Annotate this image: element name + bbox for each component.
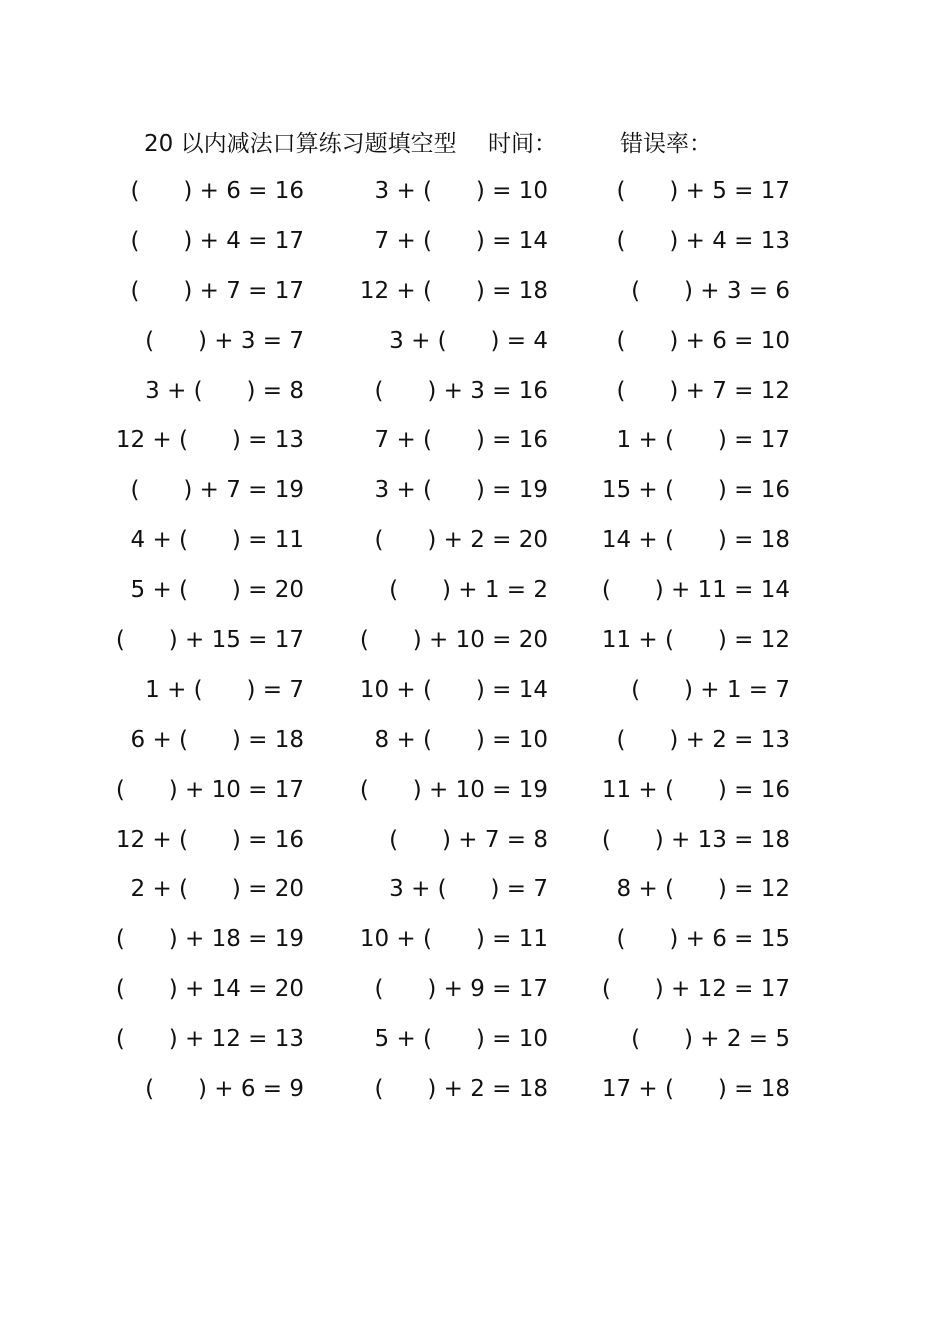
- problem-cell: 5 + ( ) = 20: [130, 577, 304, 604]
- error-rate-label: 错误率：: [620, 131, 712, 157]
- problem-cell: 11 + ( ) = 12: [601, 627, 790, 654]
- problem-cell: ( ) + 2 = 13: [616, 726, 790, 753]
- problem-row: [0, 567, 950, 617]
- problem-cell: ( ) + 7 = 19: [130, 477, 304, 504]
- problem-cell: ( ) + 9 = 17: [374, 976, 548, 1003]
- problem-row: [0, 817, 950, 867]
- problem-cell: 5 + ( ) = 10: [374, 1026, 548, 1053]
- worksheet-title: 20 以内减法口算练习题填空型: [144, 131, 457, 157]
- problem-row: [0, 916, 950, 966]
- problem-row: [0, 368, 950, 418]
- problem-cell: ( ) + 6 = 10: [616, 327, 790, 354]
- problem-cell: ( ) + 2 = 5: [631, 1026, 790, 1053]
- problem-cell: 12 + ( ) = 13: [115, 427, 304, 454]
- problem-cell: ( ) + 6 = 16: [130, 178, 304, 204]
- problem-cell: ( ) + 7 = 12: [616, 377, 790, 404]
- problem-cell: ( ) + 7 = 17: [130, 277, 304, 304]
- problem-cell: ( ) + 12 = 13: [115, 1026, 304, 1053]
- problem-cell: ( ) + 6 = 9: [145, 1076, 304, 1103]
- problem-cell: ( ) + 13 = 18: [601, 826, 790, 853]
- problem-cell: 3 + ( ) = 19: [374, 477, 548, 504]
- problem-cell: 4 + ( ) = 11: [130, 527, 304, 554]
- problem-cell: 3 + ( ) = 10: [374, 178, 548, 204]
- problem-cell: ( ) + 1 = 7: [631, 676, 790, 703]
- problem-cell: 14 + ( ) = 18: [601, 527, 790, 554]
- problem-cell: ( ) + 12 = 17: [601, 976, 790, 1003]
- problem-cell: ( ) + 6 = 15: [616, 926, 790, 953]
- problem-cell: 12 + ( ) = 16: [115, 826, 304, 853]
- problem-cell: 1 + ( ) = 17: [616, 427, 790, 454]
- problem-row: [0, 717, 950, 767]
- problem-cell: ( ) + 14 = 20: [115, 976, 304, 1003]
- problem-cell: ( ) + 18 = 19: [115, 926, 304, 953]
- problem-cell: 7 + ( ) = 14: [374, 227, 548, 254]
- problem-row: [0, 866, 950, 916]
- problem-cell: 10 + ( ) = 14: [359, 676, 548, 703]
- problem-cell: ( ) + 10 = 20: [359, 627, 548, 654]
- problem-cell: ( ) + 2 = 20: [374, 527, 548, 554]
- problem-cell: ( ) + 11 = 14: [601, 577, 790, 604]
- problem-cell: 15 + ( ) = 16: [601, 477, 790, 504]
- problem-cell: ( ) + 3 = 6: [631, 277, 790, 304]
- problem-cell: 11 + ( ) = 16: [601, 776, 790, 803]
- problem-row: [0, 617, 950, 667]
- problem-cell: ( ) + 15 = 17: [115, 627, 304, 654]
- time-label: 时间：: [488, 131, 557, 157]
- problem-row: [0, 517, 950, 567]
- problem-cell: ( ) + 4 = 17: [130, 227, 304, 254]
- problem-cell: 6 + ( ) = 18: [130, 726, 304, 753]
- problem-cell: ( ) + 3 = 7: [145, 327, 304, 354]
- problem-cell: 1 + ( ) = 7: [145, 676, 304, 703]
- problem-cell: 3 + ( ) = 7: [389, 876, 548, 903]
- problem-row: [0, 417, 950, 467]
- problem-cell: ( ) + 10 = 19: [359, 776, 548, 803]
- problem-cell: 7 + ( ) = 16: [374, 427, 548, 454]
- problem-row: [0, 667, 950, 717]
- problem-cell: ( ) + 4 = 13: [616, 227, 790, 254]
- problem-cell: 2 + ( ) = 20: [130, 876, 304, 903]
- problem-grid: [0, 168, 950, 1116]
- problem-row: [0, 318, 950, 368]
- problem-cell: 10 + ( ) = 11: [359, 926, 548, 953]
- problem-cell: 3 + ( ) = 4: [389, 327, 548, 354]
- problem-cell: 8 + ( ) = 10: [374, 726, 548, 753]
- problem-cell: 8 + ( ) = 12: [616, 876, 790, 903]
- problem-cell: ( ) + 2 = 18: [374, 1076, 548, 1103]
- problem-cell: ( ) + 1 = 2: [389, 577, 548, 604]
- problem-cell: 17 + ( ) = 18: [601, 1076, 790, 1103]
- problem-cell: 3 + ( ) = 8: [145, 377, 304, 404]
- problem-cell: ( ) + 5 = 17: [616, 178, 790, 204]
- worksheet-header: [0, 124, 950, 164]
- problem-cell: ( ) + 7 = 8: [389, 826, 548, 853]
- problem-row: [0, 268, 950, 318]
- problem-row: [0, 1016, 950, 1066]
- problem-cell: ( ) + 10 = 17: [115, 776, 304, 803]
- problem-row: [0, 218, 950, 268]
- problem-cell: ( ) + 3 = 16: [374, 377, 548, 404]
- problem-row: [0, 966, 950, 1016]
- problem-row: [0, 168, 950, 218]
- problem-cell: 12 + ( ) = 18: [359, 277, 548, 304]
- problem-row: [0, 1066, 950, 1116]
- problem-row: [0, 467, 950, 517]
- problem-row: [0, 767, 950, 817]
